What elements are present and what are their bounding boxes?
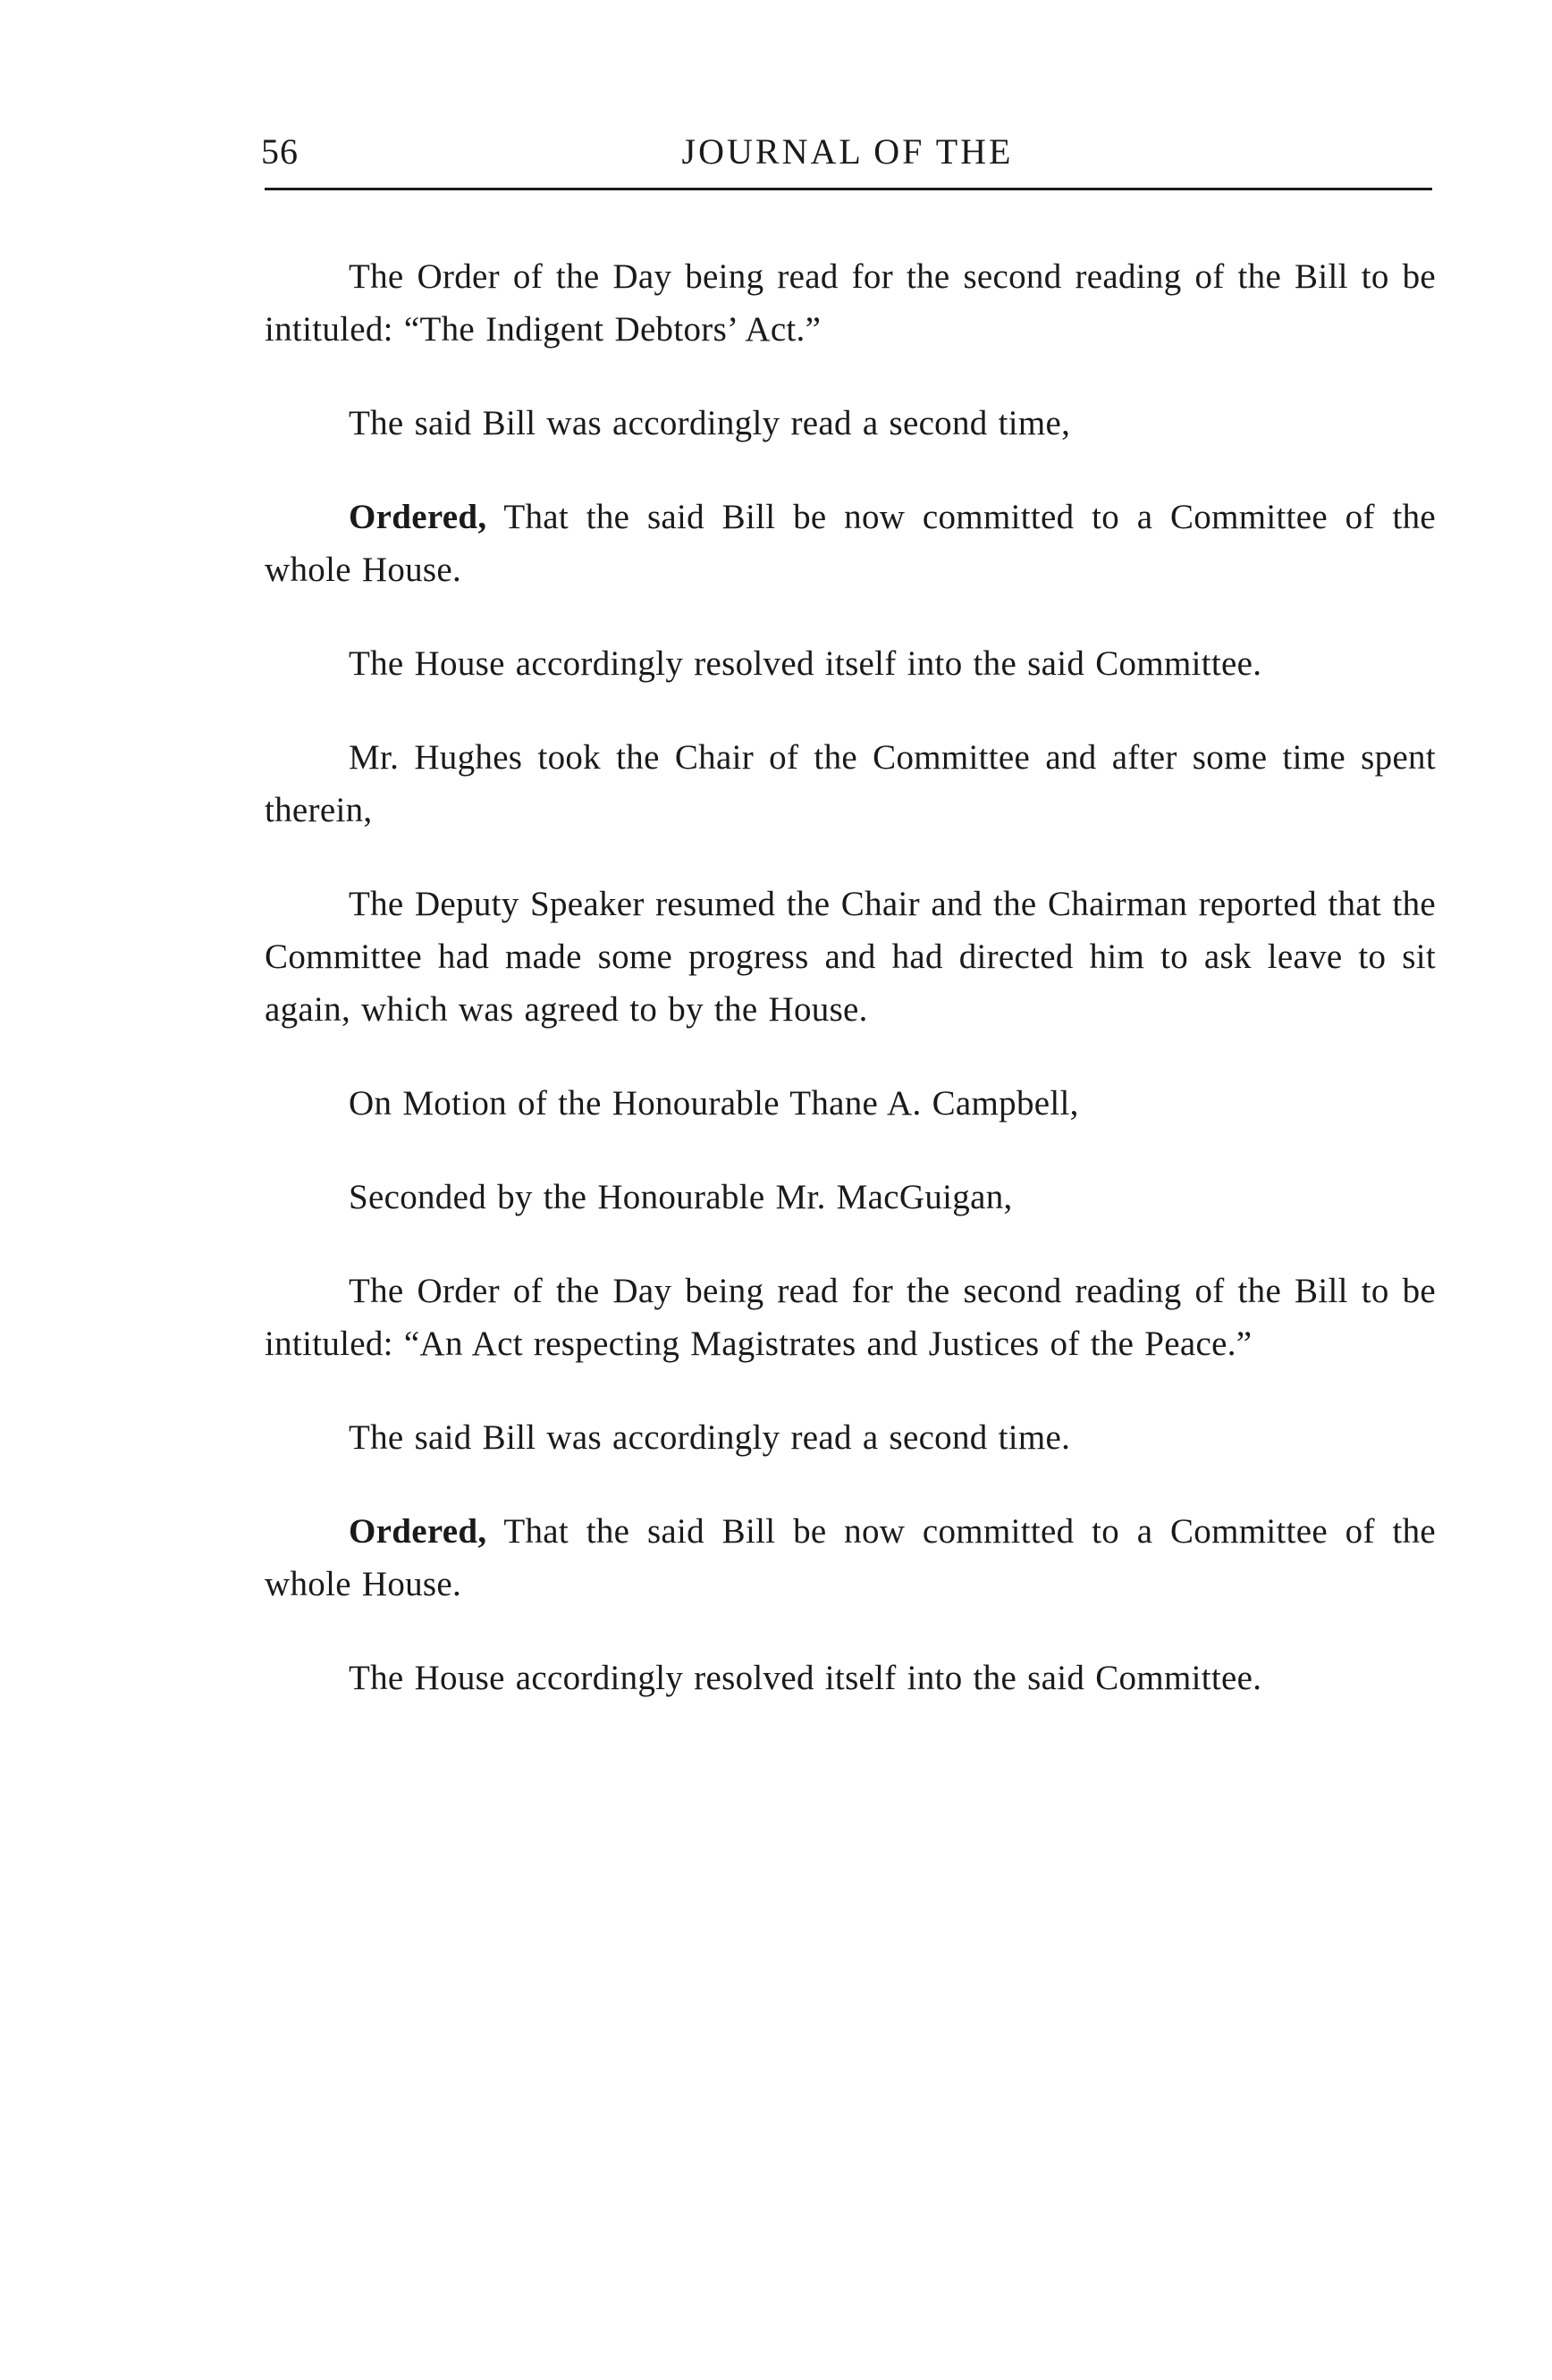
ordered-label: Ordered, [349,498,487,536]
paragraph-order-of-day-indigent-debtors [265,250,1436,356]
paragraph-seconded-macguigan [265,1171,1436,1224]
paragraph-ordered-committed-2 [265,1505,1436,1610]
ordered-label: Ordered, [349,1512,487,1551]
page-number: 56 [261,131,299,172]
paragraph-text: The Order of the Day being read for the second reading of the Bill to be intituled: “An Act respecting Magistrates and Justices of the Peace.” [265,1272,1436,1363]
paragraph-second-reading-1 [265,397,1436,450]
paragraph-text: The Order of the Day being read for the second reading of the Bill to be intituled: “The Indigent Debtors’ Act.” [265,257,1436,349]
header-rule [265,188,1432,190]
paragraph-text: The Deputy Speaker resumed the Chair and the Chairman reported that the Committee had made some progress and had directed him to ask leave to sit again, which was agreed to by the House. [265,885,1436,1029]
paragraph-text: The said Bill was accordingly read a second time, [349,404,1071,442]
paragraph-text: The said Bill was accordingly read a second time. [349,1418,1071,1457]
paragraph-hughes-chair [265,731,1436,837]
paragraph-ordered-committed-1 [265,491,1436,596]
paragraph-text: Seconded by the Honourable Mr. MacGuigan, [349,1178,1013,1216]
paragraph-text: That the said Bill be now committed to a Committee of the whole House. [265,498,1436,589]
paragraph-text: The House accordingly resolved itself into the said Committee. [349,1659,1262,1697]
paragraph-house-resolved-2 [265,1652,1436,1704]
running-title: JOURNAL OF THE [681,131,1014,172]
paragraph-motion-campbell [265,1077,1436,1130]
paragraph-house-resolved-1 [265,637,1436,690]
paragraph-deputy-speaker [265,878,1436,1036]
paragraph-second-reading-2 [265,1411,1436,1464]
journal-body [265,250,1436,1745]
paragraph-text: Mr. Hughes took the Chair of the Committee and after some time spent therein, [265,738,1436,829]
paragraph-text: That the said Bill be now committed to a Committee of the whole House. [265,1512,1436,1603]
paragraph-text: On Motion of the Honourable Thane A. Campbell, [349,1084,1079,1123]
paragraph-text: The House accordingly resolved itself into the said Committee. [349,644,1262,683]
paragraph-order-of-day-magistrates [265,1265,1436,1370]
running-header [261,125,1434,179]
